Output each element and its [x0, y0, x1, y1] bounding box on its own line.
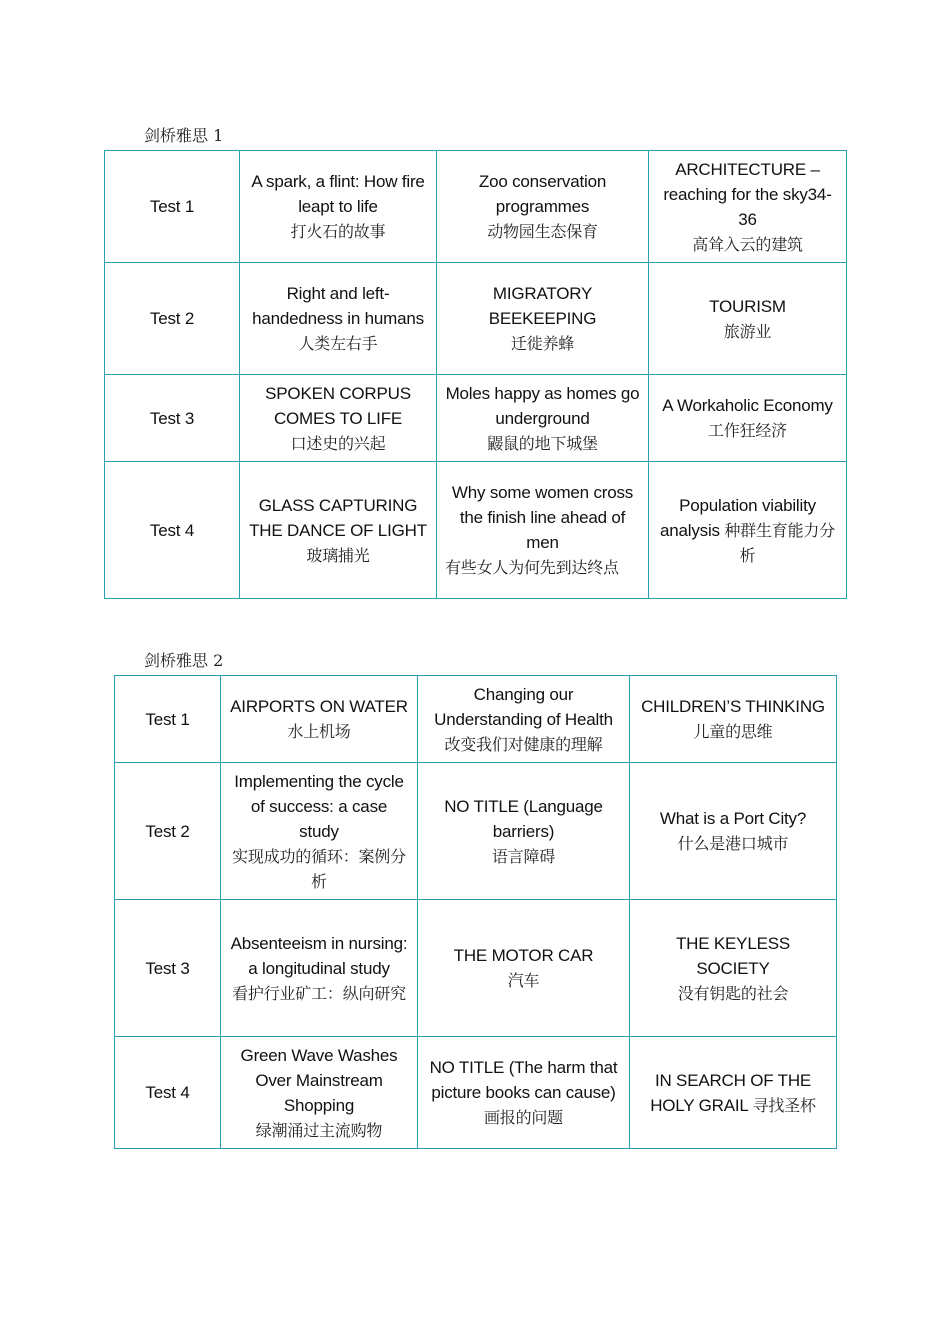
passage-title-en: Zoo conservation programmes: [478, 172, 607, 216]
passage-title-zh: 口述史的兴起: [290, 433, 386, 453]
passage-title-zh: 鼹鼠的地下城堡: [487, 433, 598, 453]
passage-title-en: CHILDREN’S THINKING: [641, 697, 825, 716]
passage-title-zh: 高耸入云的建筑: [692, 234, 803, 254]
passage-cell: [240, 263, 437, 375]
test-label: Test 4: [115, 1037, 221, 1149]
passage-title-zh: 绿潮涌过主流购物: [255, 1120, 383, 1140]
passage-cell: [240, 462, 437, 599]
passage-title-zh: 工作狂经济: [707, 421, 787, 440]
passage-title-en: What is a Port City?: [659, 809, 807, 828]
table-row: [115, 1037, 837, 1149]
passage-title-en: NO TITLE (The harm that picture books can cause): [429, 1058, 618, 1102]
passage-cell: [649, 375, 847, 462]
passage-title-en: Absenteeism in nursing: a longitudinal study: [230, 933, 408, 978]
passage-title-zh: 玻璃捕光: [306, 545, 370, 565]
book1-table: [104, 150, 847, 599]
passage-title-zh: 什么是港口城市: [677, 834, 789, 853]
passage-title-en: TOURISM: [709, 296, 786, 316]
passage-cell: [630, 763, 837, 900]
test-label: Test 2: [105, 263, 240, 375]
passage-cell: [221, 900, 418, 1037]
passage-title-zh: 寻找圣杯: [752, 1095, 816, 1115]
passage-title-en: Moles happy as homes go underground: [445, 383, 640, 428]
test-label: Test 1: [105, 151, 240, 263]
passage-title-zh: 改变我们对健康的理解: [444, 734, 603, 754]
test-label: Test 2: [115, 763, 221, 900]
passage-title-en: THE KEYLESS SOCIETY: [675, 933, 790, 978]
passage-title-zh: 旅游业: [723, 321, 772, 341]
passage-title-zh: 有些女人为何先到达终点: [445, 558, 619, 577]
passage-cell: [630, 676, 837, 763]
passage-title-en: A spark, a flint: How fire leapt to life: [251, 172, 425, 216]
passage-cell: [221, 763, 418, 900]
passage-cell: [221, 1037, 418, 1149]
passage-title-en: THE MOTOR CAR: [453, 946, 594, 965]
book2-table: [114, 675, 837, 1149]
passage-cell: [418, 676, 630, 763]
passage-title-en: MIGRATORY BEEKEEPING: [488, 284, 597, 328]
passage-cell: [418, 763, 630, 900]
passage-title-en: IN SEARCH OF THE HOLY GRAIL 寻找圣杯: [650, 1070, 816, 1115]
passage-cell: [437, 151, 649, 263]
passage-title-en: Implementing the cycle of success: a case study: [234, 771, 404, 841]
passage-cell: [418, 1037, 630, 1149]
passage-title-en: NO TITLE (Language barriers): [444, 796, 603, 841]
passage-title-en: A Workaholic Economy: [662, 396, 833, 415]
section-label-book1: 剑桥雅思 1: [144, 126, 224, 145]
table-row: [115, 676, 837, 763]
table-row: [115, 900, 837, 1037]
table-row: [105, 151, 847, 263]
passage-title-zh: 水上机场: [287, 722, 351, 741]
passage-title-en: ARCHITECTURE – reaching for the sky34-36: [663, 159, 832, 229]
passage-cell: [437, 462, 649, 599]
test-label: Test 4: [105, 462, 240, 599]
passage-title-en: Population viability analysis 种群生育能力分析: [660, 495, 835, 565]
passage-cell: [630, 900, 837, 1037]
passage-title-en: AIRPORTS ON WATER: [230, 697, 408, 716]
passage-title-en: Green Wave Washes Over Mainstream Shopping: [240, 1045, 398, 1115]
passage-cell: [649, 263, 847, 375]
passage-cell: [240, 375, 437, 462]
passage-title-en: SPOKEN CORPUS COMES TO LIFE: [265, 383, 411, 428]
passage-cell: [221, 676, 418, 763]
passage-cell: [649, 462, 847, 599]
passage-title-zh: 实现成功的循环：案例分析: [232, 846, 406, 891]
passage-title-en: Right and left-handedness in humans: [252, 284, 424, 328]
passage-title-zh: 语言障碍: [491, 846, 556, 866]
passage-title-zh: 迁徙养蜂: [510, 334, 575, 353]
passage-cell: [649, 151, 847, 263]
section-label-book2: 剑桥雅思 2: [144, 651, 224, 670]
passage-title-en: Changing our Understanding of Health: [434, 684, 613, 729]
test-label: Test 3: [105, 375, 240, 462]
passage-title-zh: 儿童的思维: [693, 722, 773, 741]
table-row: [105, 263, 847, 375]
passage-title-en: Why some women cross the finish line ahead of men: [451, 483, 634, 552]
passage-cell: [630, 1037, 837, 1149]
passage-cell: [240, 151, 437, 263]
passage-cell: [437, 263, 649, 375]
table-row: [115, 763, 837, 900]
passage-cell: [418, 900, 630, 1037]
passage-title-zh: 种群生育能力分析: [724, 520, 835, 565]
passage-title-zh: 看护行业矿工：纵向研究: [232, 983, 406, 1003]
test-label: Test 1: [115, 676, 221, 763]
passage-title-zh: 人类左右手: [298, 334, 378, 353]
table-row: [105, 375, 847, 462]
passage-title-zh: 没有钥匙的社会: [677, 983, 789, 1003]
table-row: [105, 462, 847, 599]
passage-title-zh: 打火石的故事: [290, 222, 386, 241]
passage-title-zh: 动物园生态保育: [487, 222, 598, 241]
test-label: Test 3: [115, 900, 221, 1037]
passage-title-en: GLASS CAPTURING THE DANCE OF LIGHT: [249, 495, 427, 540]
passage-title-zh: 画报的问题: [483, 1108, 563, 1127]
passage-cell: [437, 375, 649, 462]
passage-title-zh: 汽车: [507, 971, 540, 990]
